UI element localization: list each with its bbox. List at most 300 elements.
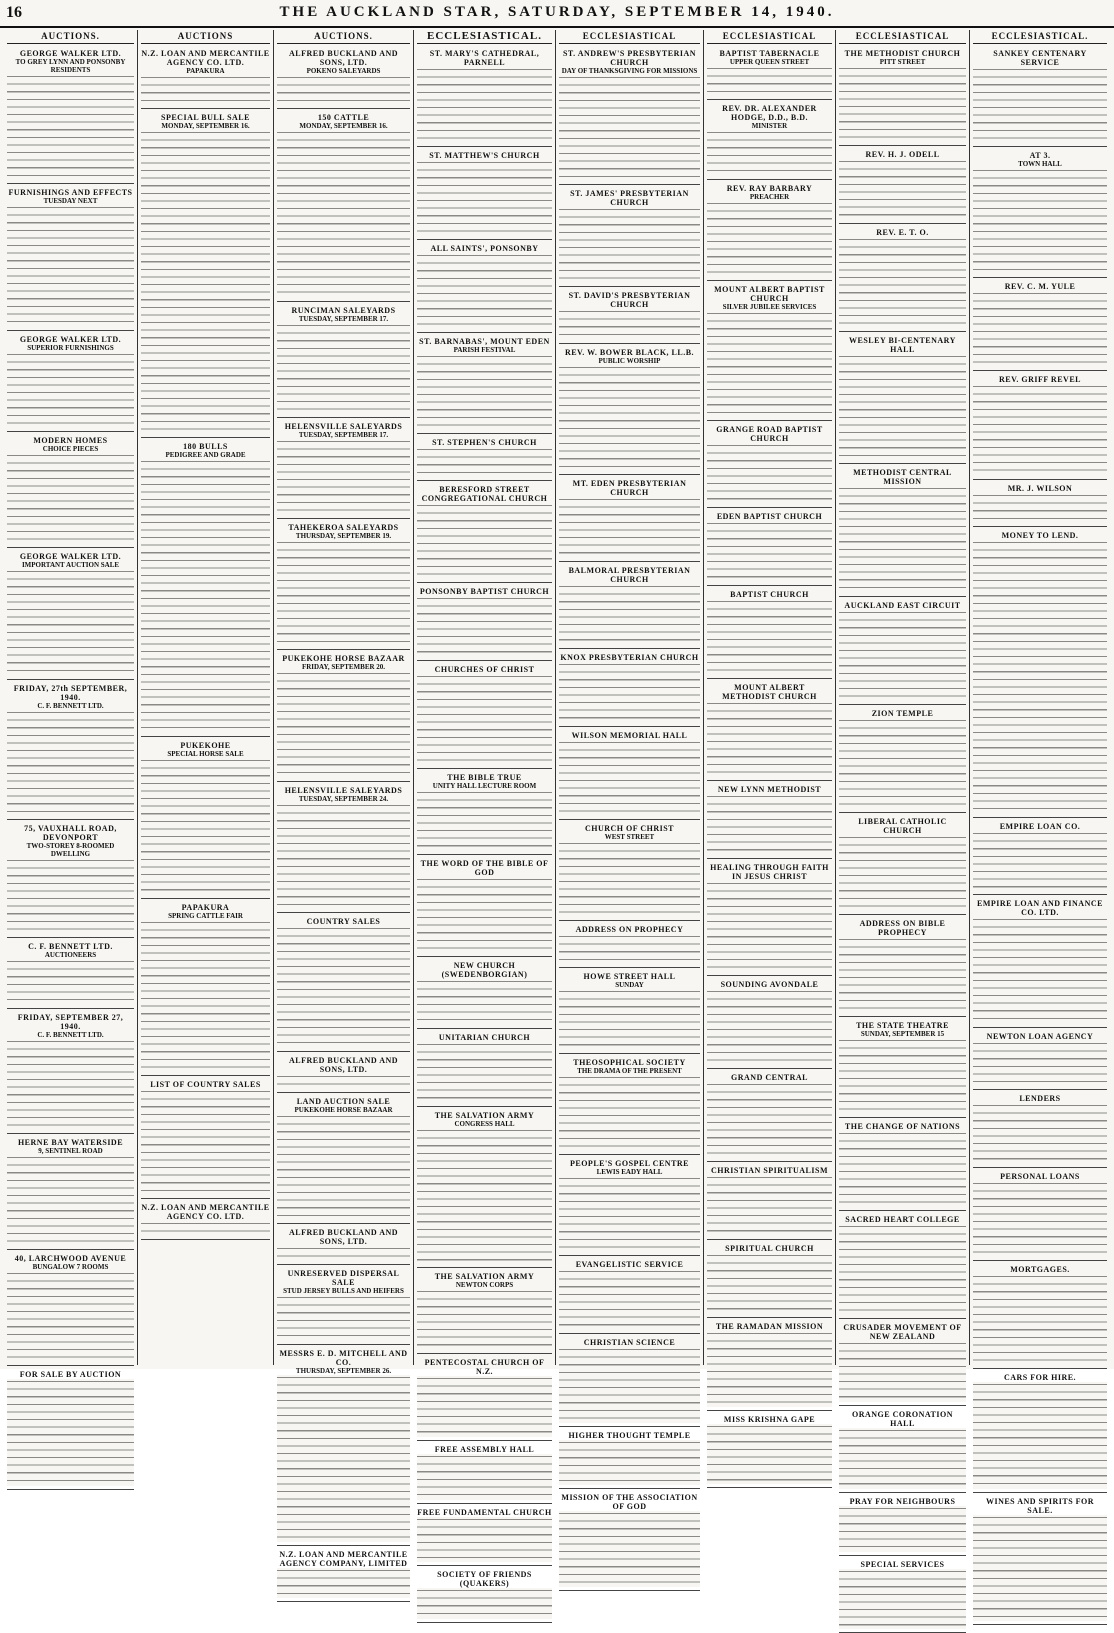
ad-subtitle: NEWTON CORPS xyxy=(455,1281,514,1290)
ad-title: ALFRED BUCKLAND AND SONS, LTD. xyxy=(288,1055,399,1074)
ad-title: EDEN BAPTIST CHURCH xyxy=(716,512,823,522)
advertisement xyxy=(277,420,410,519)
column-8 xyxy=(970,30,1110,1515)
advertisement xyxy=(559,47,700,185)
advertisement xyxy=(559,289,700,343)
ad-subtitle: SUNDAY, SEPTEMBER 15 xyxy=(860,1030,945,1039)
advertisement xyxy=(839,1495,966,1556)
ad-subtitle: THE DRAMA OF THE PRESENT xyxy=(577,1066,682,1075)
advertisement xyxy=(559,1491,700,1591)
ad-body-text xyxy=(141,758,270,895)
ad-title: 180 BULLS xyxy=(183,442,228,452)
ad-subtitle: UPPER QUEEN STREET xyxy=(729,58,810,66)
ad-title: FOR SALE BY AUCTION xyxy=(19,1370,122,1380)
ad-body-text xyxy=(707,599,832,675)
ad-title: THE BIBLE TRUE xyxy=(447,773,522,783)
ad-title: ST. STEPHEN'S CHURCH xyxy=(432,438,537,447)
ad-body-text xyxy=(7,205,134,327)
column-heading: ECCLESIASTICAL xyxy=(707,30,832,44)
ad-body-text xyxy=(707,66,832,96)
advertisement xyxy=(973,1371,1107,1492)
ad-body-text xyxy=(839,159,966,220)
ad-body-text xyxy=(707,443,832,504)
ad-body-text xyxy=(559,497,700,558)
ad-subtitle: 9, SENTINEL ROAD xyxy=(38,1146,103,1155)
advertisement xyxy=(559,1157,700,1256)
ad-subtitle: UNITY HALL LECTURE ROOM xyxy=(432,782,537,791)
ad-title: PEOPLE'S GOSPEL CENTRE xyxy=(569,1158,690,1168)
ad-title: HEALING THROUGH FAITH IN JESUS CHRIST xyxy=(710,862,829,881)
ad-title: PRAY FOR NEIGHBOURS xyxy=(849,1496,956,1506)
ad-title: N.Z. LOAN AND MERCANTILE AGENCY CO. LTD. xyxy=(141,1203,270,1222)
ad-body-text xyxy=(7,1271,134,1362)
ad-title: SOUNDING AVONDALE xyxy=(720,979,819,989)
advertisement xyxy=(7,1011,134,1134)
advertisement xyxy=(707,1413,832,1489)
ad-title: PENTECOSTAL CHURCH OF N.Z. xyxy=(424,1358,545,1377)
ad-body-text xyxy=(559,75,700,181)
ad-subtitle: POKENO SALEYARDS xyxy=(306,67,381,75)
ad-title: BAPTIST TABERNACLE xyxy=(719,49,820,58)
advertisement xyxy=(839,334,966,464)
ad-subtitle: TUESDAY, SEPTEMBER 17. xyxy=(298,430,389,439)
ad-body-text xyxy=(277,1375,410,1542)
advertisement xyxy=(417,1270,552,1354)
advertisement xyxy=(417,1031,552,1107)
ad-title: ALFRED BUCKLAND AND SONS, LTD. xyxy=(288,49,399,67)
advertisement xyxy=(277,1347,410,1546)
ad-title: HELENSVILLE SALEYARDS xyxy=(284,785,403,795)
advertisement xyxy=(559,346,700,475)
ad-title: THE RAMADAN MISSION xyxy=(715,1321,824,1331)
ad-title: REV. H. J. ODELL xyxy=(865,150,940,159)
ad-title: 75, VAUXHALL ROAD, DEVONPORT xyxy=(24,823,117,842)
ad-subtitle: AUCTIONEERS xyxy=(44,950,97,959)
ad-body-text xyxy=(707,1253,832,1314)
ad-body-text xyxy=(559,1075,700,1151)
ad-title: HERNE BAY WATERSIDE xyxy=(17,1137,124,1147)
ad-body-text xyxy=(417,1517,552,1563)
ad-title: EMPIRE LOAN AND FINANCE CO. LTD. xyxy=(977,899,1103,918)
advertisement xyxy=(417,1356,552,1441)
advertisement xyxy=(417,771,552,855)
ad-title: MONEY TO LEND. xyxy=(1001,530,1079,540)
ad-body-text xyxy=(839,1428,966,1489)
ad-body-text xyxy=(707,1424,832,1485)
ad-title: CARS FOR HIRE. xyxy=(1003,1373,1077,1383)
ad-title: NEWTON LOAN AGENCY xyxy=(986,1031,1094,1041)
advertisement xyxy=(7,822,134,938)
ad-subtitle: MINISTER xyxy=(751,122,788,131)
advertisement xyxy=(707,978,832,1069)
advertisement xyxy=(707,510,832,586)
ad-body-text xyxy=(973,493,1107,523)
ad-title: THE CHANGE OF NATIONS xyxy=(844,1122,961,1132)
ad-title: NEW CHURCH (SWEDENBORGIAN) xyxy=(441,961,528,980)
ad-title: PAPAKURA xyxy=(181,902,230,912)
ad-title: 150 CATTLE xyxy=(317,113,370,123)
ad-title: SPECIAL BULL SALE xyxy=(161,113,250,123)
advertisement xyxy=(7,333,134,432)
ad-title: NEW LYNN METHODIST xyxy=(717,784,822,794)
advertisement xyxy=(417,1109,552,1269)
advertisement xyxy=(141,1078,270,1199)
ad-title: METHODIST CENTRAL MISSION xyxy=(853,468,952,487)
advertisement xyxy=(839,815,966,915)
advertisement xyxy=(559,187,700,287)
masthead xyxy=(0,0,1114,28)
advertisement xyxy=(839,1408,966,1493)
ad-title: 40, LARCHWOOD AVENUE xyxy=(14,1253,127,1263)
ad-body-text xyxy=(839,1569,966,1630)
advertisement xyxy=(277,1267,410,1345)
advertisement xyxy=(417,585,552,661)
ad-body-text xyxy=(417,67,552,143)
ad-subtitle: PARISH FESTIVAL xyxy=(453,346,516,354)
ad-body-text xyxy=(141,1221,270,1236)
ad-title: ST. DAVID'S PRESBYTERIAN CHURCH xyxy=(568,291,691,310)
ad-body-text xyxy=(417,1588,552,1618)
ad-subtitle: IMPORTANT AUCTION SALE xyxy=(21,561,120,570)
ad-title: REV. DR. ALEXANDER HODGE, D.D., B.D. xyxy=(722,104,817,123)
ad-body-text xyxy=(141,75,270,105)
ad-title: CHRISTIAN SPIRITUALISM xyxy=(710,1165,829,1175)
advertisement xyxy=(141,901,270,1076)
column-heading: ECCLESIASTICAL xyxy=(559,30,700,44)
advertisement xyxy=(7,434,134,548)
column-heading: ECCLESIASTICAL. xyxy=(417,30,552,44)
ad-subtitle: DAY OF THANKSGIVING FOR MISSIONS xyxy=(561,67,698,75)
ad-body-text xyxy=(7,858,134,934)
ad-body-text xyxy=(417,253,552,329)
ad-title: EMPIRE LOAN CO. xyxy=(999,821,1081,831)
advertisement xyxy=(973,280,1107,371)
ad-body-text xyxy=(141,1089,270,1195)
ad-title: PUKEKOHE HORSE BAZAAR xyxy=(282,654,405,664)
ad-body-text xyxy=(417,790,552,851)
ad-subtitle: FRIDAY, SEPTEMBER 20. xyxy=(301,663,386,672)
ad-title: MESSRS E. D. MITCHELL AND CO. xyxy=(279,1348,408,1367)
advertisement xyxy=(7,682,134,820)
advertisement xyxy=(707,102,832,180)
ad-subtitle: TO GREY LYNN AND PONSONBY RESIDENTS xyxy=(15,58,126,74)
ad-body-text xyxy=(277,1114,410,1220)
ad-subtitle: PUKEKOHE HORSE BAZAAR xyxy=(294,1105,393,1114)
ad-body-text xyxy=(277,1246,410,1261)
advertisement xyxy=(839,148,966,224)
ad-body-text xyxy=(839,66,966,142)
ad-body-text xyxy=(973,1181,1107,1257)
ad-body-text xyxy=(7,569,134,675)
ad-title: SACRED HEART COLLEGE xyxy=(845,1215,960,1225)
ad-title: ST. ANDREW'S PRESBYTERIAN CHURCH xyxy=(562,49,697,67)
ad-title: TAHEKEROA SALEYARDS xyxy=(288,522,399,532)
ad-title: THE METHODIST CHURCH xyxy=(844,49,961,58)
ad-subtitle: TUESDAY, SEPTEMBER 24. xyxy=(298,794,389,803)
ad-body-text xyxy=(417,503,552,579)
ad-body-text xyxy=(839,1506,966,1552)
ad-title: ZION TEMPLE xyxy=(871,708,934,718)
ad-title: GEORGE WALKER LTD. xyxy=(19,552,122,562)
ad-title: FURNISHINGS AND EFFECTS xyxy=(8,188,133,198)
ad-subtitle: SILVER JUBILEE SERVICES xyxy=(722,302,817,311)
ad-body-text xyxy=(417,674,552,765)
advertisement xyxy=(559,1056,700,1155)
ad-title: THE WORD OF THE BIBLE OF GOD xyxy=(420,859,549,878)
ad-subtitle: TOWN HALL xyxy=(1018,160,1062,168)
ad-title: THE SALVATION ARMY xyxy=(434,1272,535,1282)
ad-body-text xyxy=(839,237,966,328)
advertisement xyxy=(559,923,700,968)
advertisement xyxy=(417,1568,552,1622)
advertisement xyxy=(839,1558,966,1633)
ad-body-text xyxy=(277,1074,410,1089)
ad-title: THE SALVATION ARMY xyxy=(434,1110,535,1120)
ad-title: SOCIETY OF FRIENDS (QUAKERS) xyxy=(437,1570,532,1589)
advertisement xyxy=(141,47,270,109)
ad-body-text xyxy=(559,662,700,723)
advertisement xyxy=(417,436,552,481)
ad-body-text xyxy=(707,201,832,277)
ad-title: PUKEKOHE xyxy=(180,740,231,750)
advertisement xyxy=(417,149,552,240)
advertisement xyxy=(973,482,1107,527)
ad-title: LIBERAL CATHOLIC CHURCH xyxy=(858,817,947,836)
ad-title: PERSONAL LOANS xyxy=(1000,1172,1080,1182)
advertisement xyxy=(707,47,832,100)
advertisement xyxy=(973,373,1107,479)
advertisement xyxy=(277,521,410,650)
ad-body-text xyxy=(559,207,700,283)
ad-title: SANKEY CENTENARY SERVICE xyxy=(993,49,1087,67)
ad-body-text xyxy=(559,1440,700,1486)
ad-title: MR. J. WILSON xyxy=(1007,483,1073,493)
advertisement xyxy=(417,483,552,583)
column-heading: AUCTIONS xyxy=(141,30,270,44)
ad-title: MISS KRISHNA GAPE xyxy=(723,1414,816,1424)
ad-title: ADDRESS ON PROPHECY xyxy=(575,924,684,934)
advertisement xyxy=(417,47,552,147)
ad-title: MOUNT ALBERT METHODIST CHURCH xyxy=(722,682,817,701)
ad-body-text xyxy=(559,740,700,816)
ad-title: GRAND CENTRAL xyxy=(731,1072,808,1082)
ad-body-text xyxy=(707,701,832,777)
ad-body-text xyxy=(973,67,1107,143)
advertisement xyxy=(417,959,552,1029)
ad-body-text xyxy=(973,540,1107,814)
ad-body-text xyxy=(277,926,410,1048)
ad-body-text xyxy=(559,1176,700,1252)
ad-title: REV. RAY BARBARY xyxy=(726,183,813,193)
ad-title: AUCKLAND EAST CIRCUIT xyxy=(844,600,961,610)
advertisement xyxy=(141,440,270,737)
ad-body-text xyxy=(559,1269,700,1330)
advertisement xyxy=(277,915,410,1052)
ad-body-text xyxy=(707,989,832,1065)
ad-subtitle: C. F. BENNETT LTD. xyxy=(37,701,104,710)
advertisement xyxy=(417,857,552,957)
ad-title: MISSION OF THE ASSOCIATION OF GOD xyxy=(561,1493,698,1512)
ad-body-text xyxy=(277,130,410,297)
advertisement xyxy=(7,1252,134,1366)
ad-title: GEORGE WALKER LTD. xyxy=(19,49,122,58)
ad-body-text xyxy=(277,439,410,515)
ad-body-text xyxy=(707,1082,832,1158)
ad-title: UNITARIAN CHURCH xyxy=(438,1032,531,1042)
advertisement xyxy=(559,970,700,1054)
ad-body-text xyxy=(277,1295,410,1341)
ad-body-text xyxy=(839,937,966,1013)
ad-title: FREE ASSEMBLY HALL xyxy=(434,1444,535,1454)
column-7 xyxy=(836,30,970,1569)
ad-title: CRUSADER MOVEMENT OF NEW ZEALAND xyxy=(843,1323,962,1342)
ad-title: N.Z. LOAN AND MERCANTILE AGENCY CO. LTD. xyxy=(141,49,270,67)
ad-body-text xyxy=(839,718,966,809)
ad-body-text xyxy=(839,1224,966,1315)
advertisement xyxy=(277,652,410,781)
advertisement xyxy=(277,1548,410,1602)
ad-subtitle: SPRING CATTLE FAIR xyxy=(168,911,243,920)
ad-subtitle: SUPERIOR FURNISHINGS xyxy=(27,343,114,352)
ad-subtitle: WEST STREET xyxy=(604,832,655,841)
ad-body-text xyxy=(7,1039,134,1130)
advertisement xyxy=(839,1213,966,1319)
ad-body-text xyxy=(417,354,552,430)
ad-body-text xyxy=(707,130,832,176)
ad-subtitle: SUNDAY xyxy=(615,980,644,989)
advertisement xyxy=(559,477,700,562)
advertisement xyxy=(417,1506,552,1567)
advertisement xyxy=(707,423,832,508)
advertisement xyxy=(707,1320,832,1411)
ad-body-text xyxy=(277,1568,410,1598)
ad-title: RUNCIMAN SALEYARDS xyxy=(291,305,396,315)
ad-title: KNOX PRESBYTERIAN CHURCH xyxy=(560,652,699,662)
ad-title: LENDERS xyxy=(1019,1094,1061,1104)
ad-body-text xyxy=(417,1454,552,1500)
advertisement xyxy=(839,707,966,813)
advertisement xyxy=(973,1092,1107,1168)
advertisement xyxy=(7,47,134,184)
ad-subtitle: TUESDAY NEXT xyxy=(43,197,98,206)
advertisement xyxy=(559,1429,700,1490)
advertisement xyxy=(7,1368,134,1489)
ad-body-text xyxy=(141,920,270,1072)
advertisement xyxy=(839,599,966,705)
ad-title: FRIDAY, SEPTEMBER 27, 1940. xyxy=(17,1012,124,1031)
ad-body-text xyxy=(277,540,410,646)
ad-title: THEOSOPHICAL SOCIETY xyxy=(573,1057,686,1067)
ad-subtitle: STUD JERSEY BULLS AND HEIFERS xyxy=(283,1287,404,1296)
ad-title: ST. MARY'S CATHEDRAL, PARNELL xyxy=(429,49,540,67)
ad-body-text xyxy=(839,1131,966,1207)
ad-title: EVANGELISTIC SERVICE xyxy=(575,1259,684,1269)
ad-subtitle: BUNGALOW 7 ROOMS xyxy=(32,1262,109,1271)
ad-body-text xyxy=(559,309,700,339)
advertisement xyxy=(417,663,552,769)
ad-subtitle: PUBLIC WORSHIP xyxy=(598,356,661,365)
ad-subtitle: THURSDAY, SEPTEMBER 26. xyxy=(295,1366,392,1375)
ad-title: WINES AND SPIRITS FOR SALE. xyxy=(985,1496,1095,1515)
ad-body-text xyxy=(707,521,832,582)
advertisement xyxy=(277,1226,410,1265)
advertisement xyxy=(973,47,1107,147)
column-heading: ECCLESIASTICAL. xyxy=(973,30,1107,44)
column-1 xyxy=(4,30,138,1380)
ad-body-text xyxy=(7,959,134,1005)
advertisement xyxy=(973,897,1107,1027)
ad-body-text xyxy=(973,291,1107,367)
ad-body-text xyxy=(559,1511,700,1587)
ad-body-text xyxy=(417,596,552,657)
ad-subtitle: TUESDAY, SEPTEMBER 17. xyxy=(298,314,389,323)
ad-title: LAND AUCTION SALE xyxy=(296,1096,391,1106)
ad-title: WILSON MEMORIAL HALL xyxy=(571,730,688,740)
column-heading: AUCTIONS. xyxy=(7,30,134,44)
advertisement xyxy=(973,1170,1107,1261)
ad-title: CHRISTIAN SCIENCE xyxy=(583,1337,676,1347)
ad-body-text xyxy=(559,584,700,645)
advertisement xyxy=(839,47,966,146)
newspaper-title: THE AUCKLAND STAR, SATURDAY, SEPTEMBER 14, 1940. xyxy=(279,4,835,20)
advertisement xyxy=(707,783,832,859)
ad-title: MORTGAGES. xyxy=(1010,1265,1070,1275)
advertisement xyxy=(707,1164,832,1240)
ad-body-text xyxy=(277,75,410,105)
ad-body-text xyxy=(839,486,966,592)
ad-body-text xyxy=(839,1341,966,1402)
ad-body-text xyxy=(417,979,552,1025)
column-4 xyxy=(414,30,556,1589)
ad-title: ST. MATTHEW'S CHURCH xyxy=(429,151,540,160)
ad-body-text xyxy=(7,710,134,816)
ad-body-text xyxy=(417,1376,552,1437)
ad-title: COUNTRY SALES xyxy=(306,916,381,926)
advertisement xyxy=(973,1030,1107,1091)
advertisement xyxy=(141,739,270,899)
ad-body-text xyxy=(559,365,700,471)
ad-body-text xyxy=(7,352,134,428)
ad-title: ST. JAMES' PRESBYTERIAN CHURCH xyxy=(570,189,689,208)
advertisement xyxy=(559,564,700,649)
ad-body-text xyxy=(973,1274,1107,1365)
ad-subtitle: CONGRESS HALL xyxy=(454,1119,515,1128)
advertisement xyxy=(277,304,410,418)
advertisement xyxy=(559,729,700,820)
ad-subtitle: THURSDAY, SEPTEMBER 19. xyxy=(295,531,392,540)
advertisement xyxy=(141,111,270,438)
ad-body-text xyxy=(839,610,966,701)
advertisement xyxy=(559,1336,700,1427)
ad-title: HOWE STREET HALL xyxy=(583,971,676,981)
ad-title: REV. E. T. O. xyxy=(876,227,929,237)
ad-title: C. F. BENNETT LTD. xyxy=(28,941,113,951)
ad-title: BERESFORD STREET CONGREGATIONAL CHURCH xyxy=(421,485,548,504)
ad-title: ALL SAINTS', PONSONBY xyxy=(430,244,539,253)
advertisement xyxy=(707,1242,832,1318)
ad-body-text xyxy=(973,831,1107,892)
ad-title: THE STATE THEATRE xyxy=(856,1021,949,1031)
ad-body-text xyxy=(839,1038,966,1114)
advertisement xyxy=(839,917,966,1017)
ad-subtitle: PAPAKURA xyxy=(186,67,225,75)
ad-title: BALMORAL PRESBYTERIAN CHURCH xyxy=(568,565,691,584)
ad-body-text xyxy=(417,160,552,236)
ad-body-text xyxy=(973,1103,1107,1164)
ad-title: REV. C. M. YULE xyxy=(1004,282,1076,292)
advertisement xyxy=(417,242,552,333)
advertisement xyxy=(839,1120,966,1211)
